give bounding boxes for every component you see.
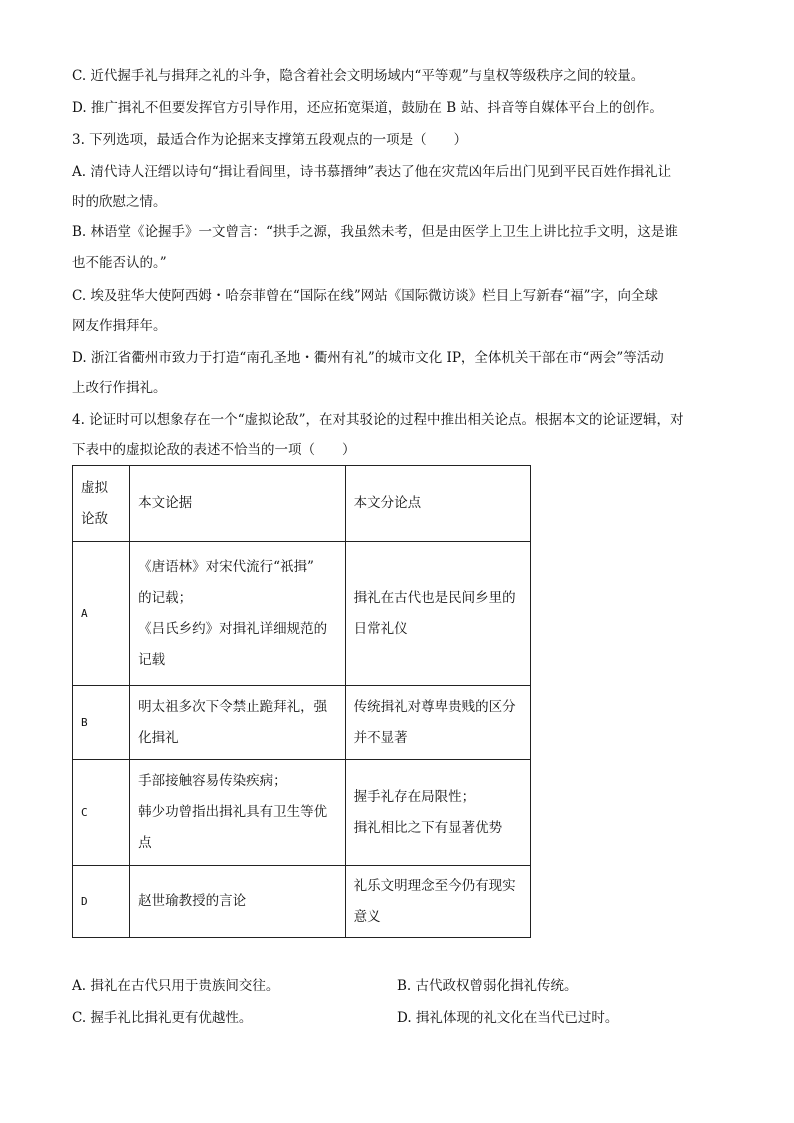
q3-option-a-line2: 时的欣慰之情。 [72,194,167,210]
q4-option-d: D. 揖礼体现的礼文化在当代已过时。 [397,1010,619,1026]
header-virtual-opponent: 虚拟 论敌 [73,466,130,542]
row-evidence: 赵世瑜教授的言论 [130,866,345,938]
row-letter: A [73,542,130,686]
q3-option-d-line1: D. 浙江省衢州市致力于打造“南孔圣地・衢州有礼”的城市文化 IP，全体机关干部在市“两会”等活动 [72,350,664,366]
table-row [73,866,531,938]
q4-option-c: C. 握手礼比揖礼更有优越性。 [72,1010,253,1026]
table-row [73,686,531,760]
q3-option-d-line2: 上改行作揖礼。 [72,380,167,396]
row-evidence: 明太祖多次下令禁止跪拜礼，强 化揖礼 [130,686,345,760]
row-evidence: 《唐语林》对宋代流行“祇揖” 的记载； 《吕氏乡约》对揖礼详细规范的 记载 [130,542,345,686]
q3-option-c-line2: 网友作揖拜年。 [72,318,167,334]
q4-stem-line2: 下表中的虚拟论敌的表述不恰当的一项（ ） [72,442,356,458]
row-evidence: 手部接触容易传染疾病； 韩少功曾指出揖礼具有卫生等优 点 [130,760,345,866]
row-point: 揖礼在古代也是民间乡里的 日常礼仪 [345,542,530,686]
table-row [73,542,531,686]
row-letter: D [73,866,130,938]
row-point: 传统揖礼对尊卑贵贱的区分 并不显著 [345,686,530,760]
q4-stem-line1: 4. 论证时可以想象存在一个“虚拟论敌”，在对其驳论的过程中推出相关论点。根据本文的论证逻辑，对 [72,412,684,428]
q2-option-c: C. 近代握手礼与揖拜之礼的斗争，隐含着社会文明场域内“平等观”与皇权等级秩序之间的较量。 [72,68,645,84]
q4-option-b: B. 古代政权曾弱化揖礼传统。 [397,978,578,994]
row-letter: B [73,686,130,760]
row-letter: C [73,760,130,866]
q3-option-b-line1: B. 林语堂《论握手》一文曾言：“拱手之源，我虽然未考，但是由医学上卫生上讲比拉手文明，这是谁 [72,224,678,240]
q4-option-a: A. 揖礼在古代只用于贵族间交往。 [72,978,280,994]
header-evidence: 本文论据 [130,466,345,542]
q4-table [72,465,531,938]
q3-option-c-line1: C. 埃及驻华大使阿西姆・哈奈菲曾在“国际在线”网站《国际微访谈》栏目上写新春“福”字，向全球 [72,288,659,304]
table-row [73,760,531,866]
q3-option-a-line1: A. 清代诗人汪缙以诗句“揖让看闾里，诗书慕搢绅”表达了他在灾荒凶年后出门见到平民百姓作揖礼让 [72,164,672,180]
q3-option-b-line2: 也不能否认的。” [72,255,167,271]
q2-option-d: D. 推广揖礼不但要发挥官方引导作用，还应拓宽渠道，鼓励在 B 站、抖音等自媒体平台上的创作。 [72,100,663,116]
row-point: 握手礼存在局限性； 揖礼相比之下有显著优势 [345,760,530,866]
header-sub-argument: 本文分论点 [345,466,530,542]
table-header-row [73,466,531,542]
q3-stem: 3. 下列选项，最适合作为论据来支撑第五段观点的一项是（ ） [72,132,468,148]
row-point: 礼乐文明理念至今仍有现实 意义 [345,866,530,938]
